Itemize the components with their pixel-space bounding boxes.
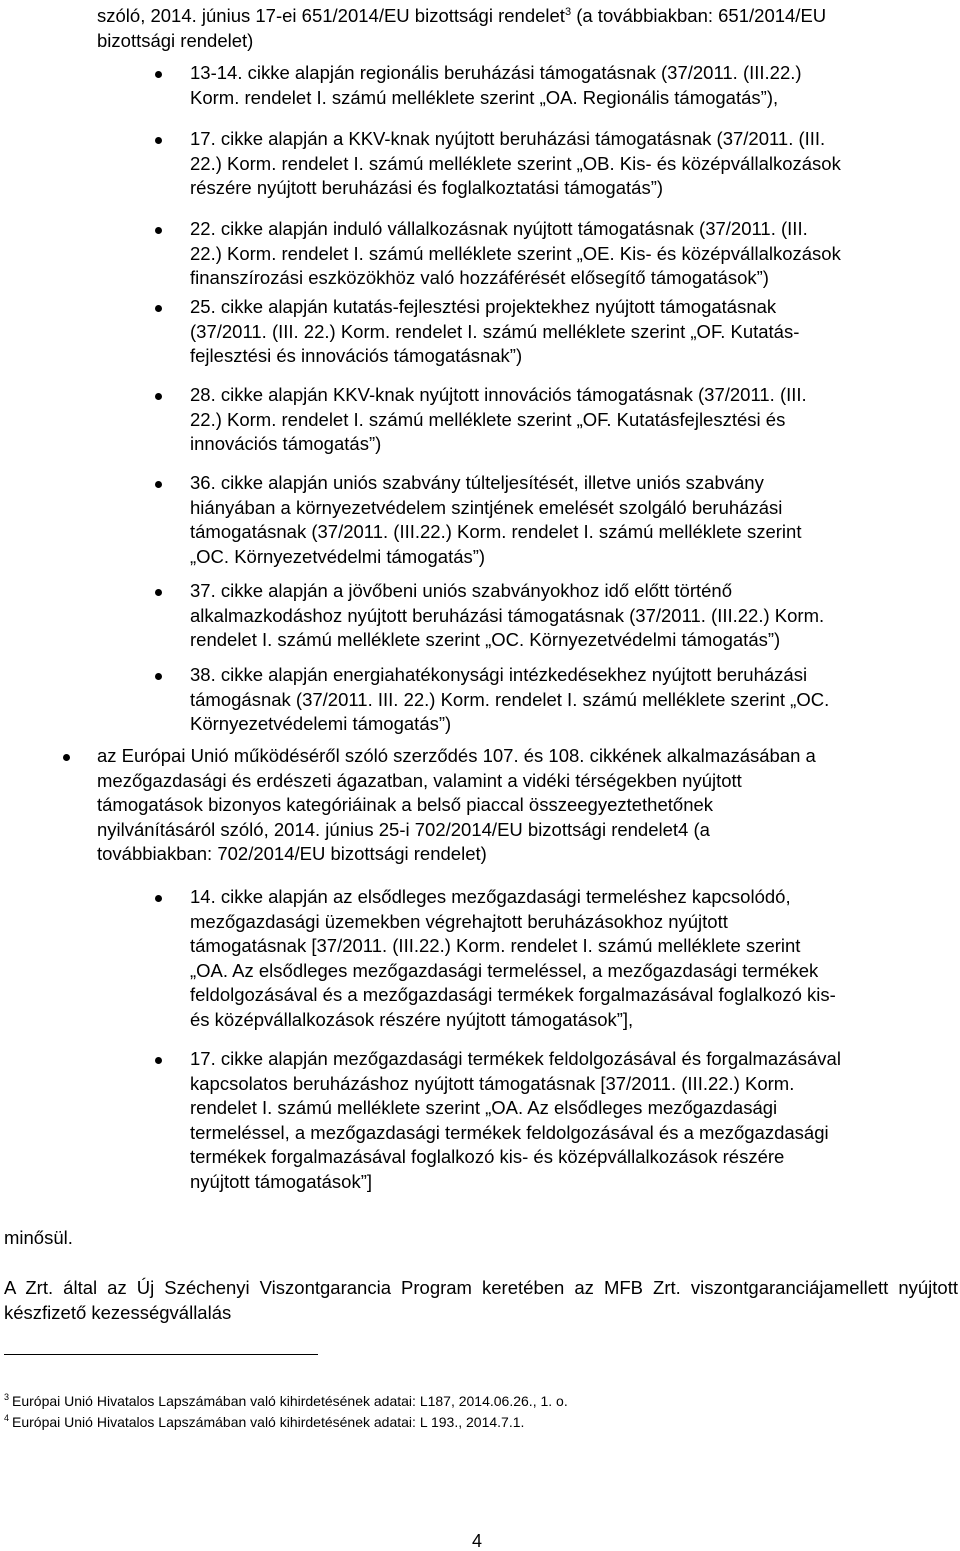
list2-item-line: 17. cikke alapján mezőgazdasági termékek feldolgozásával és forgalmazásával — [190, 1048, 841, 1069]
list1-item — [190, 127, 958, 201]
list2-bullet — [155, 1057, 162, 1064]
list2-item-line: termeléssel, a mezőgazdasági termékek feldolgozásával és a mezőgazdasági — [190, 1121, 829, 1143]
footnote-4: $^4$ Európai Unió Hivatalos Lapszámában való kihirdetésének adatai: L 193., 2014.7.1. — [4, 1413, 525, 1430]
list2-item — [190, 885, 958, 1033]
list1-bullet — [155, 393, 162, 400]
list1-item-line: 25. cikke alapján kutatás-fejlesztési projektekhez nyújtott támogatásnak — [190, 296, 777, 317]
list2-item-line: rendelet I. számú melléklete szerint „OA. Az elsődleges mezőgazdasági — [190, 1097, 778, 1119]
regulation-702-line: támogatások bizonyos kategóriáinak a belső piaccal összeegyeztethetőnek — [97, 794, 714, 816]
list1-item-line: részére nyújtott beruházási és foglalkoztatási támogatás”) — [190, 177, 664, 199]
list1-item-line: Környezetvédelemi támogatás”) — [190, 713, 452, 735]
list1-item-line: 36. cikke alapján uniós szabvány túlteljesítését, illetve uniós szabvány — [190, 472, 764, 493]
list1-item-line: támogásnak (37/2011. III. 22.) Korm. rendelet I. számú melléklete szerint „OC. — [190, 688, 830, 710]
list1-item-line: 13-14. cikke alapján regionális beruházási támogatásnak (37/2011. (III.22.) — [190, 62, 802, 83]
list1-item — [190, 61, 958, 110]
regulation-702-line: nyilvánításáról szóló, 2014. június 25-i 702/2014/EU bizottsági rendelet4 (a — [97, 818, 710, 840]
list1-item-line: 22.) Korm. rendelet I. számú melléklete szerint „OF. Kutatásfejlesztési és — [190, 408, 786, 430]
page-number: 4 — [472, 1531, 483, 1551]
list1-item — [190, 295, 958, 369]
guarantee-line: A Zrt. által az Új Széchenyi Viszontgarancia Program keretében az MFB Zrt. viszontgaranciája — [4, 1277, 834, 1298]
list1-item-line: rendelet I. számú melléklete szerint „OC. Környezetvédelmi támogatás”) — [190, 629, 781, 651]
regulation-702-line: továbbiakban: 702/2014/EU bizottsági rendelet) — [97, 843, 487, 865]
list1-item-line: 22.) Korm. rendelet I. számú melléklete szerint „OB. Kis- és középvállalkozások — [190, 152, 841, 174]
list1-item — [190, 663, 958, 737]
list2-item-line: termékek forgalmazásával foglalkozó kis- és középvállalkozások részére — [190, 1146, 785, 1168]
guarantee-paragraph — [4, 1276, 958, 1325]
list1-item-line: „OC. Környezetvédelmi támogatás”) — [190, 545, 486, 567]
list1-item-line: támogatásnak (37/2011. (III.22.) Korm. rendelet I. számú melléklete szerint — [190, 521, 802, 543]
regulation-702-line: mezőgazdasági és erdészeti ágazatban, valamint a vidéki térségekben nyújtott — [97, 769, 742, 791]
list1-item-line: Korm. rendelet I. számú melléklete szerint „OA. Regionális támogatás”), — [190, 86, 779, 108]
top-bullet — [63, 754, 70, 761]
list1-item-line: fejlesztési és innovációs támogatásnak”) — [190, 345, 523, 367]
intro-line-1: szóló, 2014. június 17-ei 651/2014/EU bizottsági rendelet$^3$ (a továbbiakban: 651/2014/EU — [97, 5, 827, 26]
list2-item-line: támogatásnak [37/2011. (III.22.) Korm. rendelet I. számú melléklete szerint — [190, 935, 801, 957]
footnote-rule — [4, 1354, 318, 1355]
intro-paragraph — [97, 4, 957, 53]
list1-item — [190, 217, 958, 291]
list2-item-line: „OA. Az elsődleges mezőgazdasági termeléssel, a mezőgazdasági termékek — [190, 959, 819, 981]
list1-item — [190, 383, 958, 457]
list1-item — [190, 471, 958, 569]
list2-item-line: és középvállalkozások részére nyújtott támogatások”], — [190, 1008, 634, 1030]
list1-item-line: 22.) Korm. rendelet I. számú melléklete szerint „OE. Kis- és középvállalkozások — [190, 242, 841, 264]
list1-bullet — [155, 137, 162, 144]
list2-item-line: nyújtott támogatások”] — [190, 1170, 373, 1192]
list2-item-line: 14. cikke alapján az elsődleges mezőgazdasági termeléshez kapcsolódó, — [190, 886, 791, 907]
list2-item-line: kapcsolatos beruházáshoz nyújtott támogatásnak [37/2011. (III.22.) Korm. — [190, 1072, 795, 1094]
list1-item-line: 17. cikke alapján a KKV-knak nyújtott beruházási támogatásnak (37/2011. (III. — [190, 128, 826, 149]
list1-bullet — [155, 227, 162, 234]
footnote-ref-3: 3 — [564, 5, 572, 18]
list1-item — [190, 579, 958, 653]
list2-bullet — [155, 895, 162, 902]
list1-item-line: innovációs támogatás”) — [190, 433, 382, 455]
list1-bullet — [155, 673, 162, 680]
list1-item-line: finanszírozási eszközökhöz való hozzáférését elősegítő támogatások”) — [190, 267, 769, 289]
list1-item-line: alkalmazkodáshoz nyújtott beruházási támogatásnak (37/2011. (III.22.) Korm. — [190, 604, 825, 626]
list1-item-line: 22. cikke alapján induló vállalkozásnak nyújtott támogatásnak (37/2011. (III. — [190, 218, 808, 239]
guarantee-line: mellett nyújtott készfizető kezességvállalás — [4, 1277, 958, 1323]
intro-line-2: bizottsági rendelet) — [97, 29, 254, 51]
list1-bullet — [155, 305, 162, 312]
list1-item-line: hiányában a környezetvédelem szintjének emelését szolgáló beruházási — [190, 496, 783, 518]
list2-item — [190, 1047, 958, 1195]
list2-item-line: feldolgozásával és a mezőgazdasági termékek forgalmazásával foglalkozó kis- — [190, 984, 836, 1006]
list1-item-line: (37/2011. (III. 22.) Korm. rendelet I. számú melléklete szerint „OF. Kutatás- — [190, 320, 800, 342]
list1-item-line: 38. cikke alapján energiahatékonysági intézkedésekhez nyújtott beruházási — [190, 664, 808, 685]
footnote-3: $^3$ Európai Unió Hivatalos Lapszámában való kihirdetésének adatai: L187, 2014.06.26., 1. o. — [4, 1392, 568, 1409]
side-label: minősül. — [4, 1227, 73, 1248]
list1-bullet — [155, 71, 162, 78]
list1-item-line: 28. cikke alapján KKV-knak nyújtott innovációs támogatásnak (37/2011. (III. — [190, 384, 807, 405]
list1-item-line: 37. cikke alapján a jövőbeni uniós szabványokhoz idő előtt történő — [190, 580, 732, 601]
list2-item-line: mezőgazdasági üzemekben végrehajtott beruházásokhoz nyújtott — [190, 910, 728, 932]
regulation-702-item — [97, 744, 957, 867]
list1-bullet — [155, 481, 162, 488]
list1-bullet — [155, 589, 162, 596]
regulation-702-line: az Európai Unió működéséről szóló szerződés 107. és 108. cikkének alkalmazásában a — [97, 745, 816, 766]
